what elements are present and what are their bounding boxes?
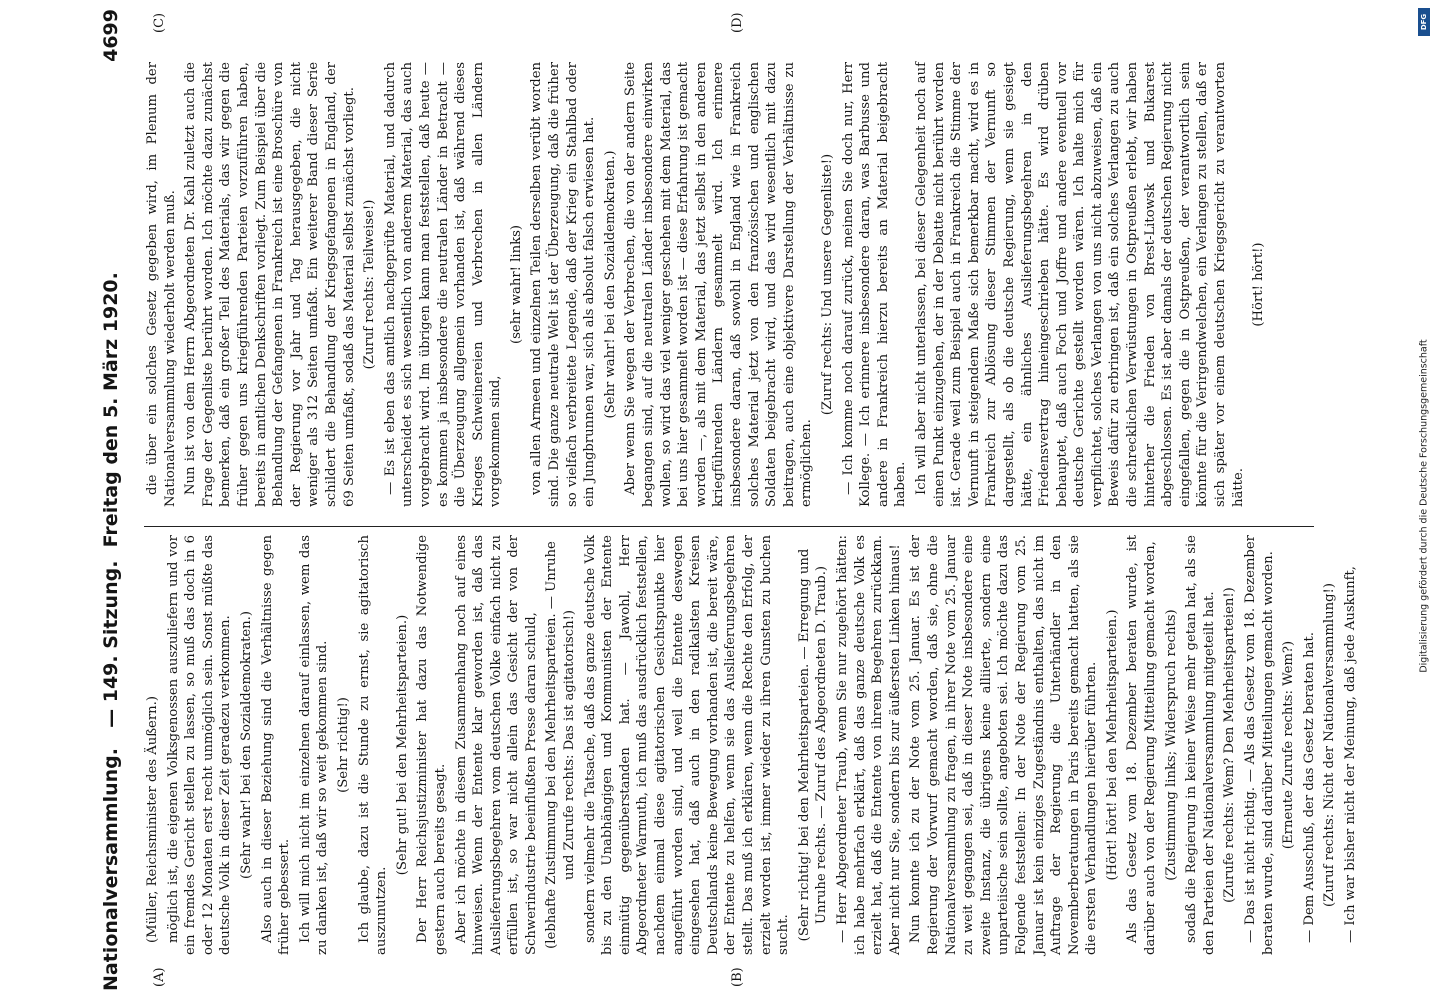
interjection: (sehr wahr! links): [508, 225, 524, 344]
margin-marker-b: (B): [730, 967, 745, 987]
interjection: (Zurufe rechts: Wem? Den Mehrheitsparteien!): [1222, 587, 1238, 903]
digitization-credit: [1416, 6, 1432, 994]
paragraph: die über ein solches Gesetz gegeben wird, im Plenum der Nationalversammlung wiederholt werden muß.: [145, 62, 178, 507]
margin-marker-c: (C): [152, 12, 167, 33]
rotated-document-page: [90, 5, 1370, 995]
paragraph: Nun ist von dem Herrn Abgeordneten Dr. Kahl zuletzt auch die Frage der Gegenliste berührt worden. Ich möchte dazu zunächst bemerken, daß ein großer Teil des Materials, das wir gegen die früher gegen uns kriegführenden Parteien vorzuführen haben, bereits in amtlichen Denkschriften vorliegt. Zum Beispiel über die Behandlung der Gefangenen in Frankreich ist eine Broschüre von der Regierung vor Jahr und Tag herausgegeben, die nicht weniger als 312 Seiten umfaßt. Ein weiterer Band dieser Serie schildert die Behandlung der Kriegsgefangenen in England, der 69 Seiten umfaßt, sodaß das Material selbst zunächst vorliegt.: [183, 62, 357, 507]
dfg-logo: [1418, 8, 1430, 36]
interjection: (Sehr wahr! bei den Sozialdemokraten.): [602, 150, 618, 419]
paragraph: sondern vielmehr die Tatsache, daß das ganze deutsche Volk bis zu den Unabhängigen und Kommunisten der Entente einmütig gegenüberstanden hat. — Jawohl, Herr Abgeordneter Warmuth, ich muß das ausdrücklich feststellen, nachdem einmal diese agitatorischen Gesichtspunkte hier angeführt worden sind, und weil die Entente deswegen eingesehen hat, daß auch in den radikalsten Kreisen Deutschlands keine Bewegung vorhanden ist, die bereit wäre, der Entente zu helfen, wenn sie das Auslieferungsbegehren stellt. Das muß ich erklären, wenn die Rechte den Erfolg, der erzielt worden ist, immer wieder zu ihren Gunsten zu buchen sucht.: [582, 535, 792, 955]
interjection: (Sehr gut! bei den Mehrheitsparteien.): [394, 614, 410, 876]
paragraph: — Ich war bisher nicht der Meinung, daß jede Auskunft,: [1343, 566, 1358, 943]
interjection: (Hört! hört! bei den Mehrheitsparteien.): [1104, 609, 1120, 881]
interjection: (Erneute Zurufe rechts: Wem?): [1281, 640, 1297, 850]
interjection: (Sehr richtig! bei den Mehrheitsparteien. — Erregung und Unruhe rechts. — Zuruf des Abgeordneten D. Traub.): [796, 548, 830, 942]
paragraph: Der Herr Reichsjustizminister hat dazu das Notwendige gestern auch bereits gesagt.: [415, 535, 448, 955]
margin-marker-d: (D): [730, 12, 745, 33]
paragraph: — Dem Ausschuß, der das Gesetz beraten hat.: [1301, 632, 1317, 943]
margin-marker-a: (A): [152, 967, 167, 987]
paragraph: — Herr Abgeordneter Traub, wenn Sie nur zugehört hätten: ich habe mehrfach erklärt, daß das ganze deutsche Volk es erzielt hat, daß die Entente von ihrem Begehren zurückkam. Aber nicht nur Sie, sondern bis zur äußersten Linken hinaus!: [834, 535, 903, 955]
interjection: (Zuruf rechts: Und unsere Gegenliste!): [819, 153, 835, 416]
paragraph: (Müller, Reichsminister des Äußern.): [145, 696, 160, 943]
paragraph: Ich will aber nicht unterlassen, bei dieser Gelegenheit noch auf einen Punkt einzugehen, der in der Debatte nicht berührt worden ist. Gerade weil zum Beispiel auch in Frankreich die Stimme der Vernunft in steigendem Maße sich bemerkbar macht, wird es in Frankreich zur Ablösung dieser Stimmen der Vernunft so dargestellt, als ob die deutsche Regierung, wenn sie gesiegt hätte, ein ähnliches Auslieferungsbegehren in den Friedensvertrag hineingeschrieben hätte. Es wird drüben behauptet, daß auch Foch und Joffre und andere eventuell vor deutsche Gerichte gestellt worden wären. Ich halte mich für verpflichtet, solches Verlangen von uns nicht abzuweisen, daß ein Beweis dafür zu erbringen ist, daß ein solches Verlangen zu auch die schrecklichen Verwüstungen in Ostpreußen erlebt, wir haben hinterher die Frieden von Brest-Litowsk und Bukarest abgeschlossen. Es ist aber damals der deutschen Regierung nicht eingefallen, gegen die in Ostpreußen, der verantwortlich sein könnte für die Verirgendwelchen, ein Verlangen zu stellen, daß er sich später vor einem deutschen Kriegsgericht zu verantworten hätte.: [913, 62, 1246, 507]
left-column: [144, 526, 1358, 955]
interjection: (Zuruf rechts: Nicht der Nationalversammlung!): [1322, 583, 1338, 907]
paragraph: möglich ist, die eigenen Volksgenossen auszuliefern und vor ein fremdes Gericht stellen zu lassen, so muß das doch in 6 oder 12 Monaten erst recht unmöglich sein. Sonst müßte das deutsche Volk in dieser Zeit geradezu verkommen.: [165, 535, 234, 955]
paragraph: Als das Gesetz vom 18. Dezember beraten wurde, ist darüber auch von der Regierung Mitteilung gemacht worden,: [1125, 535, 1159, 955]
interjection: (lebhafte Zustimmung bei den Mehrheitsparteien. — Unruhe und Zurufe rechts: Das ist agitatorisch!): [544, 541, 578, 949]
header-session: [100, 5, 122, 995]
interjection: (Sehr wahr! bei den Sozialdemokraten.): [238, 611, 254, 879]
paragraph: von allen Armeen und einzelnen Teilen derselben verübt worden sind. Die ganze neutrale Welt ist der Überzeugung, daß die früher so vielfach verbreitete Legende, daß der Krieg ein Stahlbad oder ein Jungbrunnen war, sich als absolut falsch erwiesen hat.: [529, 62, 598, 507]
header-title: Nationalversammlung.: [100, 748, 122, 991]
paragraph: Ich glaube, dazu ist die Stunde zu ernst, sie agitatorisch auszunutzen.: [356, 535, 390, 955]
interjection: (Zuruf rechts: Teilweise!): [362, 199, 378, 370]
interjection: (Zustimmung links; Widerspruch rechts): [1163, 609, 1179, 881]
paragraph: Also auch in dieser Beziehung sind die Verhältnisse gegen früher gebessert.: [259, 535, 293, 955]
right-column: [144, 62, 1314, 507]
digitization-credit-text: Digitalisierung gefördert durch die Deutsche Forschungsgemeinschaft: [1418, 339, 1430, 673]
paragraph: Aber ich möchte in diesem Zusammenhang noch auf eines hinweisen. Wenn der Entente klar geworden ist, daß das Auslieferungsbegehren vom deutschen Volke einfach nicht zu erfüllen ist, so war nicht allein das Gesicht der von der Schwerindustrie beeinflußten Presse daran schuld,: [453, 535, 539, 955]
paragraph: sodaß die Regierung in keiner Weise mehr getan hat, als sie den Parteien der Nationalversammlung mitgeteilt hat.: [1184, 535, 1217, 955]
interjection: (Hört! hört!): [1251, 242, 1267, 327]
page-number: 4699: [100, 9, 122, 62]
header-date: Freitag den 5. März 1920.: [100, 272, 122, 548]
paragraph: Ich will mich nicht im einzelnen darauf einlassen, wem das zu danken ist, daß wir so weit gekommen sind.: [297, 535, 331, 955]
paragraph: — Das ist nicht richtig. — Als das Gesetz vom 18. Dezember beraten wurde, sind darüber Mitteilungen gemacht worden.: [1243, 535, 1276, 955]
paragraph: Aber wenn Sie wegen der Verbrechen, die von der andern Seite begangen sind, auf die neutralen Länder insbesondere einwirken wollen, so wird das viel weniger geschehen mit dem Material, das bei uns hier gesammelt worden ist — diese Erfahrung ist gemacht worden —, als mit dem Material, das jetzt selbst in den anderen kriegführenden Ländern gesammelt wird. Ich erinnere insbesondere daran, daß sowohl in England wie in Frankreich solches Material jetzt von den französischen und englischen Soldaten beigebracht wird, und das wird wesentlich mit dazu beitragen, auch eine objektivere Darstellung der Verhältnisse zu ermöglichen.: [623, 62, 815, 507]
paragraph: Nun konnte ich zu der Note vom 25. Januar. Es ist der Regierung der Vorwurf gemacht worden, daß sie, ohne die Nationalversammlung zu fragen, in ihrer Note vom 25. Januar zu weit gegangen sei, daß in dieser Note insbesondere eine zweite Instanz, die übrigens keine alliierte, sondern eine unparteiische sein sollte, angeboten sei. Ich möchte dazu das Folgende feststellen: In der Note der Regierung vom 25. Januar ist kein einziges Zugeständnis enthalten, das nicht im Auftrage der Regierung die Unterhändler in den Novemberberatungen in Paris bereits gemacht hatten, als sie die ersten Verhandlungen hierüber führten.: [908, 535, 1100, 955]
paragraph: — Ich komme noch darauf zurück, meinen Sie doch nur, Herr Kollege. — Ich erinnere insbesondere daran, was Barbusse und andere in Frankreich hierzu bereits an Material beigebracht haben.: [840, 62, 909, 507]
dfg-logo-text: DFG: [1420, 13, 1428, 31]
interjection: (Sehr richtig!): [335, 697, 351, 793]
paragraph: — Es ist eben das amtlich nachgeprüfte Material, und dadurch unterscheidet es sich wesentlich von anderem Material, das auch vorgebracht wird. Im übrigen kann man feststellen, daß heute — es kommen ja insbesondere die neutralen Länder in Betracht — die Überzeugung allgemein vorhanden ist, daß während dieses Krieges Schweinereien und Verbrechen in allen Ländern vorgekommen sind,: [382, 62, 504, 507]
page-header: [90, 5, 130, 995]
header-session-number: — 149. Sitzung.: [100, 560, 122, 728]
